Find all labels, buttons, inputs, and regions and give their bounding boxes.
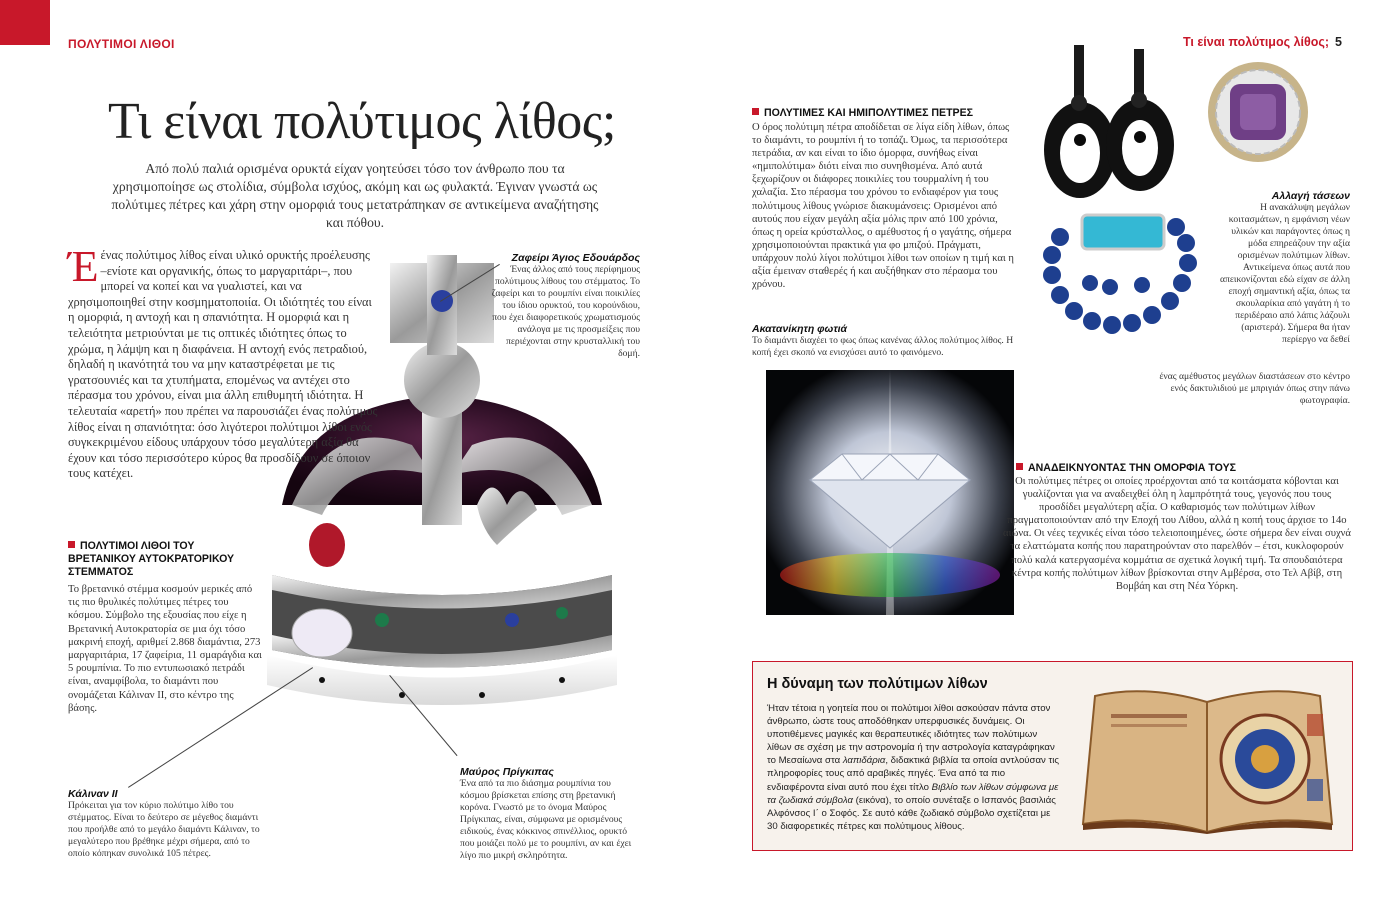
main-article-text: ένας πολύτιμος λίθος είναι υλικό ορυκτής προέλευσης –ενίοτε και οργανικής, όπως το μαργαριτάρι–, που μπορεί να κοπεί και να γυαλιστεί, και να χρησιμοποιηθεί στην κοσμηματοποιία. Οι ιδιότητές του είναι η ομορφιά, η αντοχή και η σπανιότητα. Η ομορφιά και η τελειότητα μετριούνται με τις οπτικές ιδιότητες όπως το χρώμα, η λάμψη και η διαφάνεια. Η αντοχή ενός πετραδιού, δηλαδή η ικανότητά του να μην καταστρέφεται με τις γρατσουνιές και τα χτυπήματα, επομένως να αντέχει στο πέρασμα του χρόνου, είναι μια άλλη επιθυμητή ιδιότητα. Η τελευταία «αρετή» που πρέπει να παρουσιάζει ένας πολύτιμος λίθος είναι η σπανιότητα: όσο λιγότεροι πολύτιμοι λίθοι ενός συγκεκριμένου είδους υπάρχουν τόσο μεγαλύτερη αξία θα έχουν και τόσο περισσότερο κύρος θα προσδίδουν σε όποιον τους κατέχει. xyxy=(68,248,378,481)
caption-diamond-fire-text: Το διαμάντι διαχέει το φως όπως κανένας άλλος πολύτιμος λίθος. Η κοπή έχει σκοπό να ενισχύσει αυτό το φαινόμενο. xyxy=(752,335,1014,358)
running-header-right xyxy=(1183,35,1342,49)
caption-sapphire-title: Ζαφείρι Άγιος Εδουάρδος xyxy=(511,252,640,264)
red-square-bullet xyxy=(68,541,75,548)
drop-cap: Έ xyxy=(68,242,99,291)
crown-section-text: Το βρετανικό στέμμα κοσμούν μερικές από τις πιο θρυλικές πολύτιμες πέτρες του κόσμου. Σύμβολο της εξουσίας που είχε η Βρετανική Αυτοκρατορία σε μια όχι τόσο μακρινή εποχή, αριθμεί 2.868 διαμάντια, 273 μαργαριτάρια, 17 ζαφείρια, 11 σμαράγδια και 5 ρουμπίνια. Το πιο εντυπωσιακό πετράδι είναι, αναμφίβολα, το διαμάντι που ονομάζεται Κάλιναν ΙΙ, στο κέντρο της βάσης. xyxy=(68,584,262,714)
caption-trends xyxy=(1210,190,1350,346)
sidebar-box xyxy=(752,661,1353,851)
caption-trends-title: Αλλαγή τάσεων xyxy=(1271,190,1350,202)
caption-black-prince xyxy=(460,766,638,862)
caption-black-prince-title: Μαύρος Πρίγκιπας xyxy=(460,766,554,778)
beauty-section-text: Οι πολύτιμες πέτρες οι οποίες προέρχονται από τα κοιτάσματα κόβονται και γυαλίζονται για να αναδειχθεί όλη η λαμπρότητά τους, γεγονός που τους προσδίδει μεγαλύτερη αξία. Ο καθαρισμός των πολύτιμων λίθων πραγματοποιούνταν από την Εποχή του Λίθου, αλλά η κοπή τους άρχισε το 14ο αιώνα. Οι νέες τεχνικές είναι τόσο τελειοποιημένες, ώστε σήμερα δεν είναι συχνά τα ελαττώματα κοπής που παρατηρούνταν στο παρελθόν – έτσι, κυκλοφορούν πολύ καλά κατεργασμένα κομμάτια σε σχετικά λογική τιμή. Τα σπουδαιότερα κέντρα κοπής πολύτιμων λίθων βρίσκονται στην Αμβέρσα, στο Τελ Αβίβ, στη Βομβάη και στη Νέα Υόρκη. xyxy=(1003,476,1351,592)
amethyst-ring-image xyxy=(1202,60,1314,164)
caption-cullinan-text: Πρόκειται για τον κύριο πολύτιμο λίθο του στέμματος. Είναι το δεύτερο σε μέγεθος διαμάντι που προήλθε από το μεγάλο διαμάντι Κάλιναν, το μεγαλύτερο που βρέθηκε μέχρι σήμερα, από το οποίο κόπηκαν συνολικά 105 πέτρες. xyxy=(68,800,260,859)
red-corner-tab xyxy=(0,0,50,45)
beauty-section xyxy=(1002,462,1352,593)
caption-cullinan-title: Κάλιναν ΙΙ xyxy=(68,788,118,800)
caption-sapphire xyxy=(490,252,640,360)
caption-diamond-fire-title: Ακατανίκητη φωτιά xyxy=(752,323,848,335)
main-article xyxy=(68,242,378,482)
earrings-image xyxy=(1038,45,1178,205)
section-title-right: Τι είναι πολύτιμος λίθος; xyxy=(1183,35,1330,49)
diamond-image xyxy=(766,370,1014,615)
caption-trends-tail: ένας αμέθυστος μεγάλων διαστάσεων στο κέντρο ενός δακτυλιδιού με μπριγιάν όπως στην πάνω φωτογραφία. xyxy=(1159,371,1350,406)
precious-section xyxy=(752,107,1020,291)
crown-section-heading: ΠΟΛΥΤΙΜΟΙ ΛΙΘΟΙ ΤΟΥ ΒΡΕΤΑΝΙΚΟΥ ΑΥΤΟΚΡΑΤΟΡΙΚΟΥ ΣΤΕΜΜΑΤΟΣ xyxy=(68,540,235,578)
beauty-section-heading: ΑΝΑΔΕΙΚΝΥΟΝΤΑΣ ΤΗΝ ΟΜΟΡΦΙΑ ΤΟΥΣ xyxy=(1002,462,1352,475)
caption-diamond-fire xyxy=(752,323,1027,359)
caption-sapphire-text: Ένας άλλος από τους περίφημους πολύτιμους λίθους του στέμματος. Το ζαφείρι και το ρουμπίνι είναι ποικιλίες του ίδιου ορυκτού, του κορούνδιου, που έχει διαφορετικούς χρωματισμούς ανάλογα με τις προσμείξεις που περιέχονται στην κρυσταλλική του δομή. xyxy=(491,264,640,359)
red-square-bullet xyxy=(752,108,759,115)
sidebar-box-heading: Η δύναμη των πολύτιμων λίθων xyxy=(767,676,988,692)
page-number: 5 xyxy=(1335,35,1342,49)
precious-section-text: Ο όρος πολύτιμη πέτρα αποδίδεται σε λίγα είδη λίθων, όπως το διαμάντι, το ρουμπίνι ή το τοπάζι. Όμως, τα περισσότερα πετράδια, αν και είναι το ίδιο όμορφα, συνήθως είναι «ημιπολύτιμα» διότι είναι πιο συνηθισμένα. Από αυτά ξεχωρίζουν οι διάφορες ποικιλίες του τουρμαλίνη ή του χαλαζία. Στο πέρασμα του χρόνου το ενδιαφέρον για τους πολύτιμους λίθους γνώρισε διακυμάνσεις: Ορισμένοι από αυτούς που είχαν μεγάλη αξία μόλις πριν από 100 χρόνια, όπως η ορεία κρύσταλλος, ο αμέθυστος ή ο γαγάτης, σήμερα χρησιμοποιούνται πρακτικά για φο μπιζού. Πράγματι, υπάρχουν πολύ λίγοι πολύτιμοι λίθοι των οποίων η τιμή και η αξία έμειναν σταθερές ή και αυξήθηκαν στο πέρασμα του χρόνου. xyxy=(752,122,1014,291)
precious-section-heading: ΠΟΛΥΤΙΜΕΣ ΚΑΙ ΗΜΙΠΟΛΥΤΙΜΕΣ ΠΕΤΡΕΣ xyxy=(752,107,1020,120)
bracelet-image xyxy=(1030,205,1210,335)
caption-black-prince-text: Ένα από τα πιο διάσημα ρουμπίνια του κόσμου βρίσκεται επίσης στη βρετανική κορόνα. Γνωστό με το όνομα Μαύρος Πρίγκιπας, είναι, σύμφωνα με ορισμένους ειδικούς, ένας κόκκινος σπινέλλιος, ορυκτό που μοιάζει πολύ με το ρουμπίνι, αν και έχει λίγο πιο μικρή σκληρότητα. xyxy=(460,778,632,861)
caption-cullinan xyxy=(68,788,268,860)
sidebar-box-text: Ήταν τέτοια η γοητεία που οι πολύτιμοι λίθοι ασκούσαν πάντα στον άνθρωπο, ώστε τους αποδόθηκαν υπερφυσικές δυνάμεις. Οι υποτιθέμενες μαγικές και θεραπευτικές ιδιότητες των πολύτιμων λίθων σε σχέση με την αστρονομία ή την αστρολογία καταγράφηκαν το Μεσαίωνα στα λαπιδάρια, διδακτικά βιβλία τα οποία αντλούσαν τις πληροφορίες τους από αραβικές πηγές. Ένα από τα πιο ενδιαφέροντα είναι αυτό που έχει τίτλο Βιβλίο των λίθων σύμφωνα με τα ζωδιακά σύμβολα (εικόνα), το οποίο συνέταξε ο Ισπανός βασιλιάς Αλφόνσος Ι΄ ο Σοφός. Σε αυτό κάθε ζωδιακό σύμβολο σχετίζεται με 30 διαφορετικές πέτρες και πολύτιμους λίθους. xyxy=(767,703,1060,832)
intro-paragraph: Από πολύ παλιά ορισμένα ορυκτά είχαν γοητεύσει τόσο τον άνθρωπο που τα χρησιμοποίησε ως στολίδια, σύμβολα ισχύος, ακόμη και ως φυλακτά. Έγιναν γνωστά ως πολύτιμες πέτρες και χάρη στην ομορφιά τους μετατράπηκαν σε αντικείμενα αναζήτησης και πόθου. xyxy=(111,161,599,230)
caption-trends-text: Η ανακάλυψη μεγάλων κοιτασμάτων, η εμφάνιση νέων υλικών και παράγοντες όπως η μόδα επηρεάζουν την αξία ορισμένων πολύτιμων λίθων. Αντικείμενα όπως αυτά που απεικονίζονται εδώ είχαν σε άλλη εποχή σημαντική αξία, όπως τα σκουλαρίκια από γαγάτη ή το περιδέραιο από λάπις λάζουλι (αριστερά). Σήμερα θα ήταν περίεργο να δεθεί xyxy=(1220,202,1350,345)
red-square-bullet xyxy=(1016,463,1023,470)
section-title-left: ΠΟΛΥΤΙΜΟΙ ΛΙΘΟΙ xyxy=(68,37,175,51)
lapidary-book-image xyxy=(1075,684,1340,834)
page-title: Τι είναι πολύτιμος λίθος; xyxy=(108,93,616,150)
crown-section xyxy=(68,540,264,715)
